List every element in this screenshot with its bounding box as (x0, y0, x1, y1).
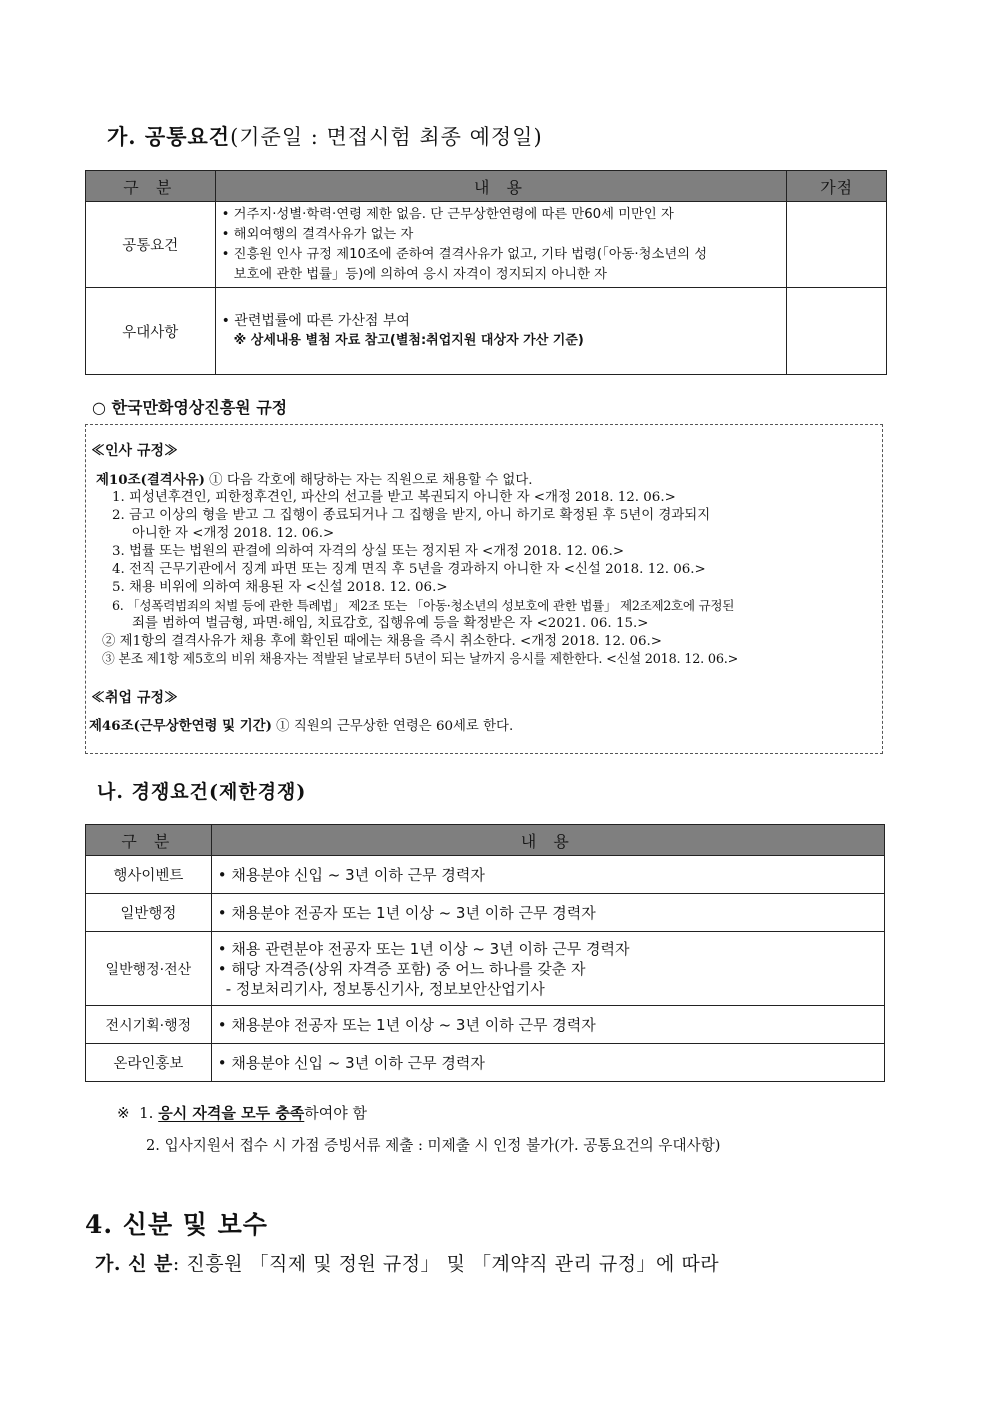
header-category: 구 분 (86, 825, 212, 856)
article-10 (96, 471, 533, 490)
row-content (211, 932, 884, 1006)
content-line: • 관련법률에 따른 가산점 부여 (221, 313, 410, 329)
content-line: 보호에 관한 법률」등)에 의하여 응시 자격이 정지되지 아니한 자 (233, 266, 608, 282)
content-line: • 채용 관련분야 전공자 또는 1년 이상 ~ 3년 이하 근무 경력자 (217, 939, 630, 958)
note-1 (117, 1102, 367, 1123)
content-line: • 거주지·성별·학력·연령 제한 없음. 단 근무상한연령에 따른 만60세 미만인 자 (221, 206, 674, 222)
content-line: - 정보처리기사, 정보통신기사, 정보보안산업기사 (225, 979, 545, 998)
article-item: 5. 채용 비위에 의하여 채용된 자 <신설 2018. 12. 06.> (112, 580, 448, 595)
section-ga-title (107, 121, 543, 151)
employment-rules-title: ≪취업 규정≫ (91, 690, 178, 706)
content-note: ※ 상세내용 별첨 자료 참고(별첨:취업지원 대상자 가산 기준) (233, 333, 584, 348)
row-content (215, 288, 787, 375)
table-header-row (86, 825, 885, 856)
section-na-title: 나. 경쟁요건(제한경쟁) (97, 781, 307, 803)
note-1-rest: 하여야 함 (304, 1104, 368, 1122)
article-item: 4. 전직 근무기관에서 징계 파면 또는 징계 면직 후 5년을 경과하지 아니한 자 <신설 2018. 12. 06.> (112, 562, 706, 577)
section-4-title: 4. 신분 및 보수 (85, 1210, 268, 1239)
header-content: 내 용 (211, 825, 884, 856)
regulation-heading: ○ 한국만화영상진흥원 규정 (92, 398, 288, 417)
header-category: 구 분 (86, 171, 216, 202)
table-row (86, 202, 887, 288)
row-content (211, 894, 884, 932)
article-item: 2. 금고 이상의 형을 받고 그 집행이 종료되거나 그 집행을 받지, 아니 하기로 확정된 후 5년이 경과되지 (112, 508, 711, 523)
competition-requirements-table (85, 824, 885, 1082)
article-item: 6. 「성폭력범죄의 처벌 등에 관한 특례법」 제2조 또는 「아동·청소년의 성보호에 관한 법률」 제2조제2호에 규정된 (112, 598, 735, 613)
table-row (86, 1006, 885, 1044)
content-line: • 채용분야 전공자 또는 1년 이상 ~ 3년 이하 근무 경력자 (217, 1015, 596, 1034)
content-line: • 채용분야 전공자 또는 1년 이상 ~ 3년 이하 근무 경력자 (217, 903, 596, 922)
header-points: 가점 (787, 171, 887, 202)
row-category: 일반행정 (86, 894, 212, 932)
row-content (211, 856, 884, 894)
article-paragraph-3: ③ 본조 제1항 제5호의 비위 채용자는 적발된 날로부터 5년이 되는 날까지 응시를 제한한다. <신설 2018. 12. 06.> (102, 652, 739, 667)
note-2: 2. 입사지원서 접수 시 가점 증빙서류 제출 : 미제출 시 인정 불가(가. 공통요건의 우대사항) (146, 1137, 721, 1154)
section-ga-title-rest: (기준일 : 면접시험 최종 예정일) (230, 125, 543, 149)
row-category: 행사이벤트 (86, 856, 212, 894)
personnel-rules-title: ≪인사 규정≫ (91, 443, 178, 459)
content-line: • 채용분야 신입 ~ 3년 이하 근무 경력자 (217, 1053, 485, 1072)
row-category: 일반행정·전산 (86, 932, 212, 1006)
table-header-row (86, 171, 887, 202)
article-item: 3. 법률 또는 법원의 판결에 의하여 자격의 상실 또는 정지된 자 <개정 2018. 12. 06.> (112, 544, 625, 559)
article-item: 아니한 자 <개정 2018. 12. 06.> (132, 526, 335, 541)
article-item: 죄를 범하여 벌금형, 파면·해임, 치료감호, 집행유예 등을 확정받은 자 <2021. 06. 15.> (132, 616, 649, 631)
note-1-emphasis: 응시 자격을 모두 충족 (158, 1104, 305, 1122)
content-line: • 해외여행의 결격사유가 없는 자 (221, 226, 414, 242)
table-row (86, 1044, 885, 1082)
note-mark: ※ (117, 1104, 130, 1122)
article-46 (89, 717, 513, 736)
section-4-subsection (95, 1249, 719, 1276)
section-4-sub-text: : 진흥원 「직제 및 정원 규정」 및 「계약직 관리 규정」에 따라 (172, 1253, 720, 1275)
row-points (787, 288, 887, 375)
article-item: 1. 피성년후견인, 피한정후견인, 파산의 선고를 받고 복권되지 아니한 자 <개정 2018. 12. 06.> (112, 490, 676, 505)
row-category: 공통요건 (86, 202, 216, 288)
note-1-number: 1. (139, 1104, 154, 1122)
content-line: • 채용분야 신입 ~ 3년 이하 근무 경력자 (217, 865, 485, 884)
table-row (86, 932, 885, 1006)
header-content: 내 용 (215, 171, 787, 202)
article-46-head: 제46조(근무상한연령 및 기간) (89, 718, 272, 734)
article-10-intro: ① 다음 각호에 해당하는 자는 직원으로 채용할 수 없다. (204, 473, 533, 488)
section-4-sub-label: 가. 신 분 (95, 1253, 173, 1275)
regulation-box (85, 424, 883, 754)
row-content (215, 202, 787, 288)
row-category: 온라인홍보 (86, 1044, 212, 1082)
table-row (86, 288, 887, 375)
article-paragraph-2: ② 제1항의 결격사유가 채용 후에 확인된 때에는 채용을 즉시 취소한다. <개정 2018. 12. 06.> (102, 634, 662, 649)
section-ga-title-bold: 가. 공통요건 (107, 124, 231, 149)
article-10-head: 제10조(결격사유) (96, 472, 205, 488)
row-category: 전시기획·행정 (86, 1006, 212, 1044)
common-requirements-table (85, 170, 887, 375)
table-row (86, 894, 885, 932)
row-category: 우대사항 (86, 288, 216, 375)
article-46-text: ① 직원의 근무상한 연령은 60세로 한다. (271, 719, 514, 734)
content-line: • 진흥원 인사 규정 제10조에 준하여 결격사유가 없고, 기타 법령(「아동·청소년의 성 (221, 246, 708, 262)
row-content (211, 1006, 884, 1044)
table-row (86, 856, 885, 894)
row-content (211, 1044, 884, 1082)
content-line: • 해당 자격증(상위 자격증 포함) 중 어느 하나를 갖춘 자 (217, 959, 586, 978)
row-points (787, 202, 887, 288)
